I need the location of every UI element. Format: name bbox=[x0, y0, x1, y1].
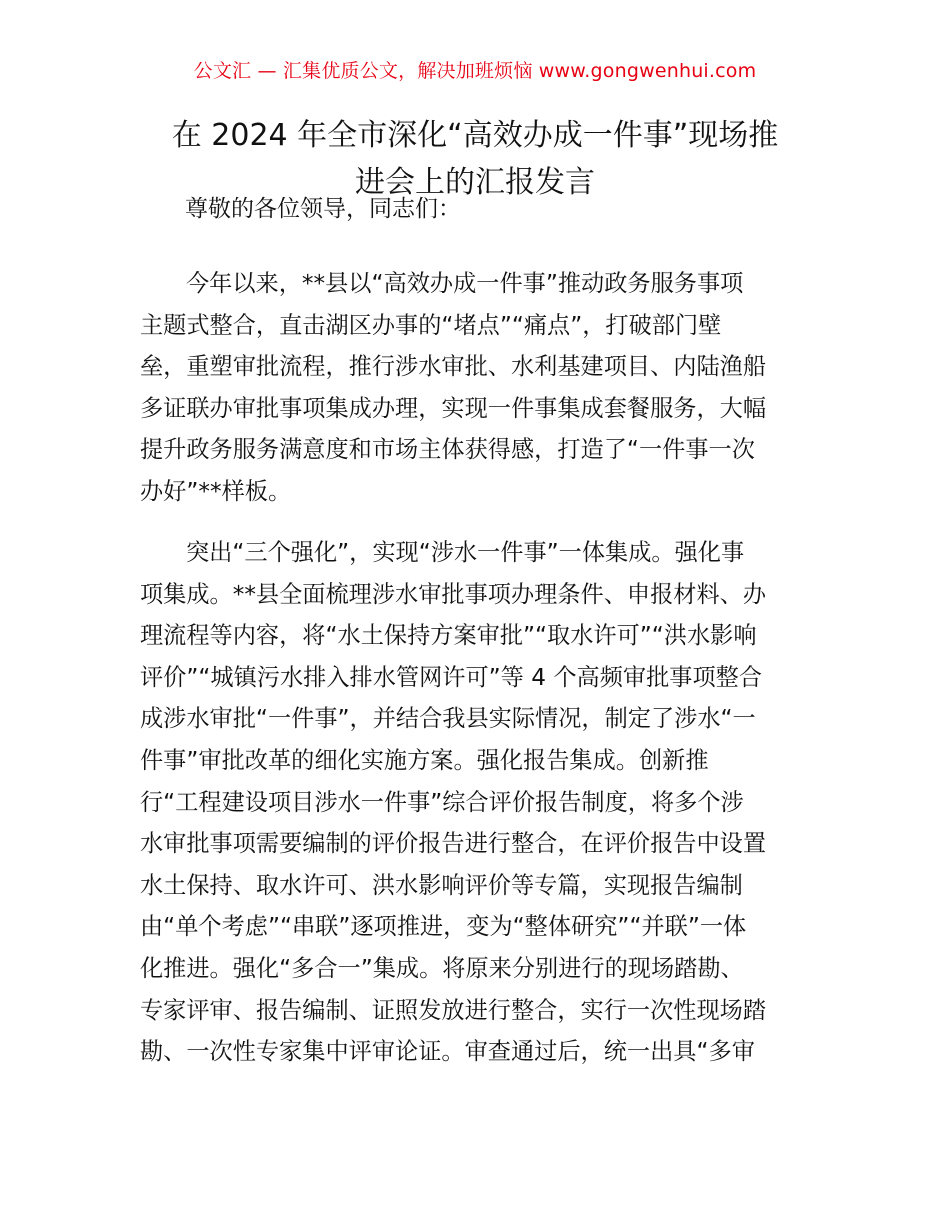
paragraph-line: 多证联办审批事项集成办理，实现一件事集成套餐服务，大幅 bbox=[140, 394, 767, 422]
paragraph-line: 勘、一次性专家集中评审论证。审查通过后，统一出具“多审 bbox=[140, 1038, 755, 1066]
paragraph-line: 专家评审、报告编制、证照发放进行整合，实行一次性现场踏 bbox=[140, 996, 767, 1024]
paragraph-line: 理流程等内容，将“水土保持方案审批”“取水许可”“洪水影响 bbox=[140, 622, 757, 650]
salutation: 尊敬的各位领导，同志们： bbox=[185, 196, 461, 222]
site-banner[interactable]: 公文汇 — 汇集优质公文，解决加班烦恼 www.gongwenhui.com bbox=[193, 60, 757, 82]
paragraph-line: 水审批事项需要编制的评价报告进行整合，在评价报告中设置 bbox=[140, 830, 767, 858]
paragraph-line: 今年以来，**县以“高效办成一件事”推动政务服务事项 bbox=[186, 270, 744, 297]
paragraph-line: 化推进。强化“多合一”集成。将原来分别进行的现场踏勘、 bbox=[140, 954, 744, 982]
paragraph bbox=[140, 263, 820, 513]
paragraph-line: 件事”审批改革的细化实施方案。强化报告集成。创新推 bbox=[140, 746, 709, 774]
paragraph-line: 突出“三个强化”，实现“涉水一件事”一体集成。强化事 bbox=[186, 539, 745, 566]
paragraph-line: 办好”**样板。 bbox=[140, 477, 292, 505]
title-line: 在 2024 年全市深化“高效办成一件事”现场推 bbox=[171, 118, 779, 153]
paragraph-line: 成涉水审批“一件事”，并结合我县实际情况，制定了涉水“一 bbox=[140, 705, 756, 733]
paragraph-line: 垒，重塑审批流程，推行涉水审批、水利基建项目、内陆渔船 bbox=[140, 353, 767, 381]
paragraph-line: 行“工程建设项目涉水一件事”综合评价报告制度，将多个涉 bbox=[140, 788, 744, 816]
title-line: 进会上的汇报发言 bbox=[355, 165, 595, 200]
paragraph-line: 评价”“城镇污水排入排水管网许可”等 4 个高频审批事项整合 bbox=[140, 663, 763, 691]
paragraph-line: 由“单个考虑”“串联”逐项推进，变为“整体研究”“并联”一体 bbox=[140, 913, 747, 941]
paragraph-line: 水土保持、取水许可、洪水影响评价等专篇，实现报告编制 bbox=[140, 871, 743, 899]
paragraph-line: 主题式整合，直击湖区办事的“堵点”“痛点”，打破部门壁 bbox=[140, 311, 722, 339]
paragraph-line: 提升政务服务满意度和市场主体获得感，打造了“一件事一次 bbox=[140, 436, 755, 464]
paragraph bbox=[140, 532, 820, 1073]
paragraph-line: 项集成。**县全面梳理涉水审批事项办理条件、申报材料、办 bbox=[140, 580, 767, 608]
